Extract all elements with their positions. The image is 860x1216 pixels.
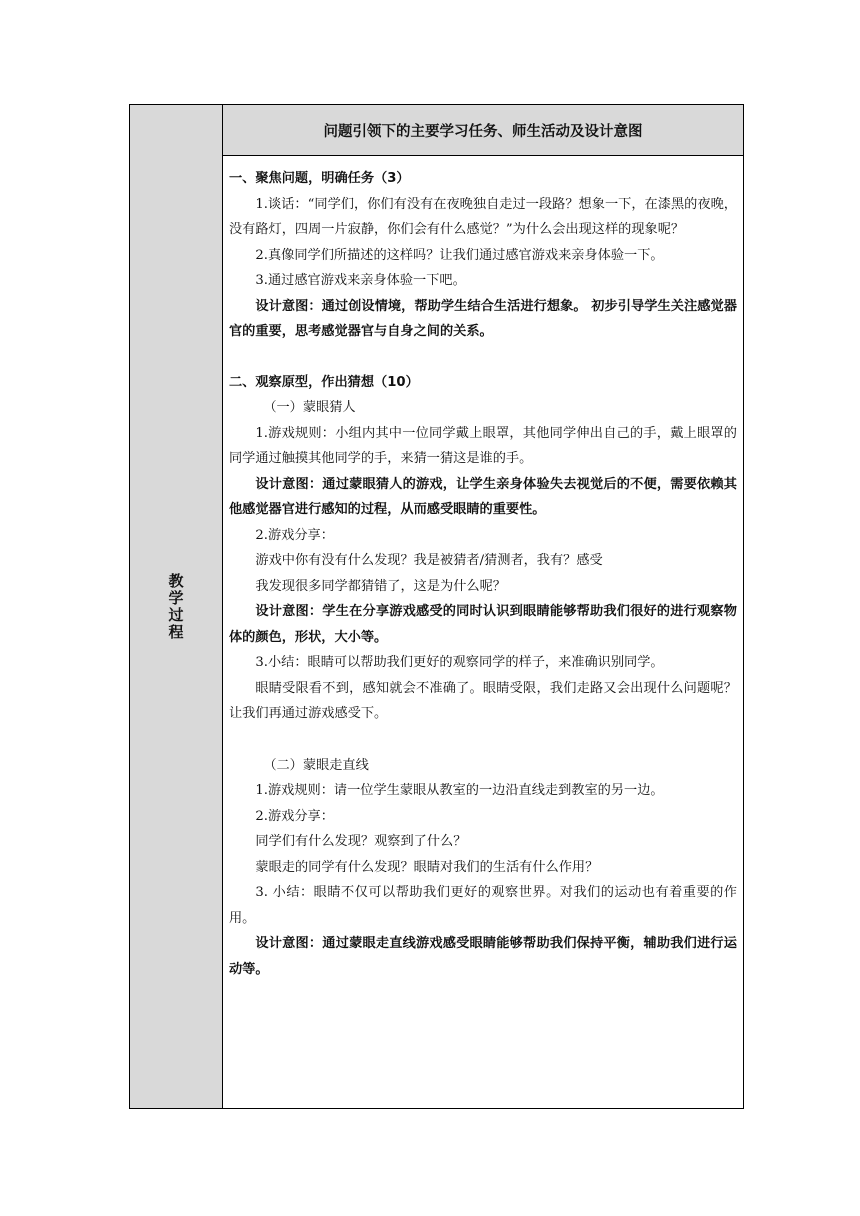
section1-design: 设计意图：通过创设情境，帮助学生结合生活进行想象。 初步引导学生关注感觉器官的重要，思考感觉器官与自身之间的关系。: [229, 298, 737, 339]
part2-rules: 1.游戏规则：请一位学生蒙眼从教室的一边沿直线走到教室的另一边。: [255, 783, 664, 798]
lesson-table: [129, 104, 744, 1109]
content-cell: [223, 156, 743, 982]
part2-share: 2.游戏分享：: [255, 808, 334, 824]
part1-design1: 设计意图：通过蒙眼猜人的游戏，让学生亲身体验失去视觉后的不便，需要依赖其他感觉器官进行感知的过程，从而感受眼睛的重要性。: [229, 476, 737, 517]
part1-share: 2.游戏分享：: [255, 527, 334, 543]
side-label: 教学过程: [166, 572, 185, 641]
part2-q2: 蒙眼走的同学有什么发现？眼睛对我们的生活有什么作用？: [255, 859, 599, 875]
section1-p1: 1.谈话：“同学们，你们有没有在夜晚独自走过一段路？想象一下，在漆黑的夜晚，没有路灯，四周一片寂静，你们会有什么感觉？”为什么会出现这样的现象呢？: [229, 196, 737, 237]
part2-q1: 同学们有什么发现？观察到了什么？: [255, 834, 467, 849]
section1-heading: 一、聚焦问题，明确任务（3）: [229, 171, 410, 186]
part1-q2: 我发现很多同学都猜错了，这是为什么呢？: [255, 578, 506, 594]
part1-design2: 设计意图：学生在分享游戏感受的同时认识到眼睛能够帮助我们很好的进行观察物体的颜色，形状，大小等。: [229, 604, 737, 645]
part1-title: （一）蒙眼猜人: [263, 400, 356, 415]
table-header: 问题引领下的主要学习任务、师生活动及设计意图: [223, 105, 743, 156]
section1-p3: 3.通过感官游戏来亲身体验一下吧。: [255, 273, 466, 288]
part2-design: 设计意图：通过蒙眼走直线游戏感受眼睛能够帮助我们保持平衡，辅助我们进行运动等。: [229, 936, 737, 977]
spacer: [229, 727, 737, 753]
part1-q1: 游戏中你有没有什么发现？我是被猜者/猜测者，我有？感受: [255, 553, 603, 568]
part2-title: （二）蒙眼走直线: [263, 757, 369, 773]
part1-summary: 3.小结：眼睛可以帮助我们更好的观察同学的样子，来准确识别同学。: [255, 655, 664, 670]
part1-followup: 眼睛受限看不到，感知就会不准确了。眼睛受限，我们走路又会出现什么问题呢？让我们再通过游戏感受下。: [229, 680, 737, 721]
part1-rules: 1.游戏规则：小组内其中一位同学戴上眼罩，其他同学伸出自己的手，戴上眼罩的同学通过触摸其他同学的手，来猜一猜这是谁的手。: [229, 425, 737, 466]
section2-heading: 二、观察原型，作出猜想（10）: [229, 374, 419, 390]
side-label-cell: [130, 105, 223, 1108]
part2-summary: 3. 小结：眼睛不仅可以帮助我们更好的观察世界。对我们的运动也有着重要的作用。: [229, 885, 737, 926]
spacer: [229, 345, 737, 370]
section1-p2: 2.真像同学们所描述的这样吗？让我们通过感官游戏来亲身体验一下。: [255, 247, 664, 263]
